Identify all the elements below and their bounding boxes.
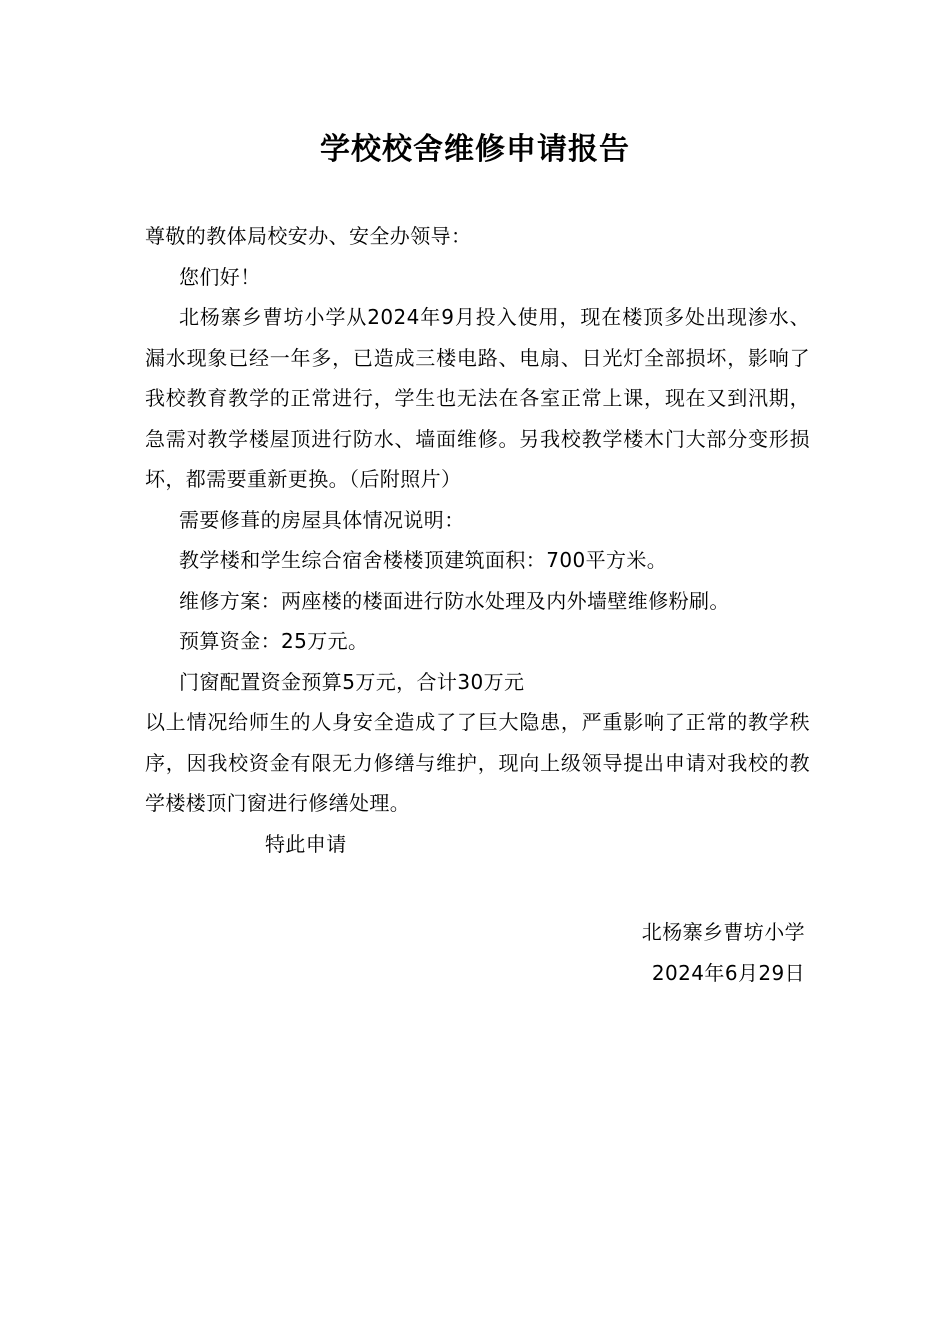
document-title: 学校校舍维修申请报告	[320, 132, 630, 167]
signature-organization: 北杨寨乡曹坊小学	[641, 920, 805, 944]
closing-line: 特此申请	[265, 831, 347, 856]
signature-date: 2024年6月29日	[651, 961, 805, 985]
paragraph-request: 以上情况给师生的人身安全造成了了巨大隐患，严重影响了正常的教学秩序，因我校资金有限无力修缮与维护，现向上级领导提出申请对我校的教学楼楼顶门窗进行修缮处理。	[145, 710, 810, 815]
detail-plan: 维修方案：两座楼的楼面进行防水处理及内外墙壁维修粉刷。	[179, 588, 730, 613]
detail-area: 教学楼和学生综合宿舍楼楼顶建筑面积：700平方米。	[179, 548, 668, 572]
detail-budget: 预算资金：25万元。	[179, 629, 369, 653]
salutation: 尊敬的教体局校安办、安全办领导：	[145, 224, 472, 248]
signature-block	[642, 912, 805, 994]
details-heading: 需要修葺的房屋具体情况说明：	[179, 507, 465, 532]
paragraph-situation: 北杨寨乡曹坊小学从2024年9月投入使用，现在楼顶多处出现渗水、漏水现象已经一年多，已造成三楼电路、电扇、日光灯全部损坏，影响了我校教育教学的正常进行，学生也无法在各室正常上课，现在又到汛期，急需对教学楼屋顶进行防水、墙面维修。另我校教学楼木门大部分变形损坏，都需要重新更换。（后附照片）	[145, 305, 810, 491]
greeting: 您们好！	[179, 264, 261, 289]
document-body	[145, 216, 810, 864]
detail-doors: 门窗配置资金预算5万元，合计30万元	[179, 669, 525, 694]
